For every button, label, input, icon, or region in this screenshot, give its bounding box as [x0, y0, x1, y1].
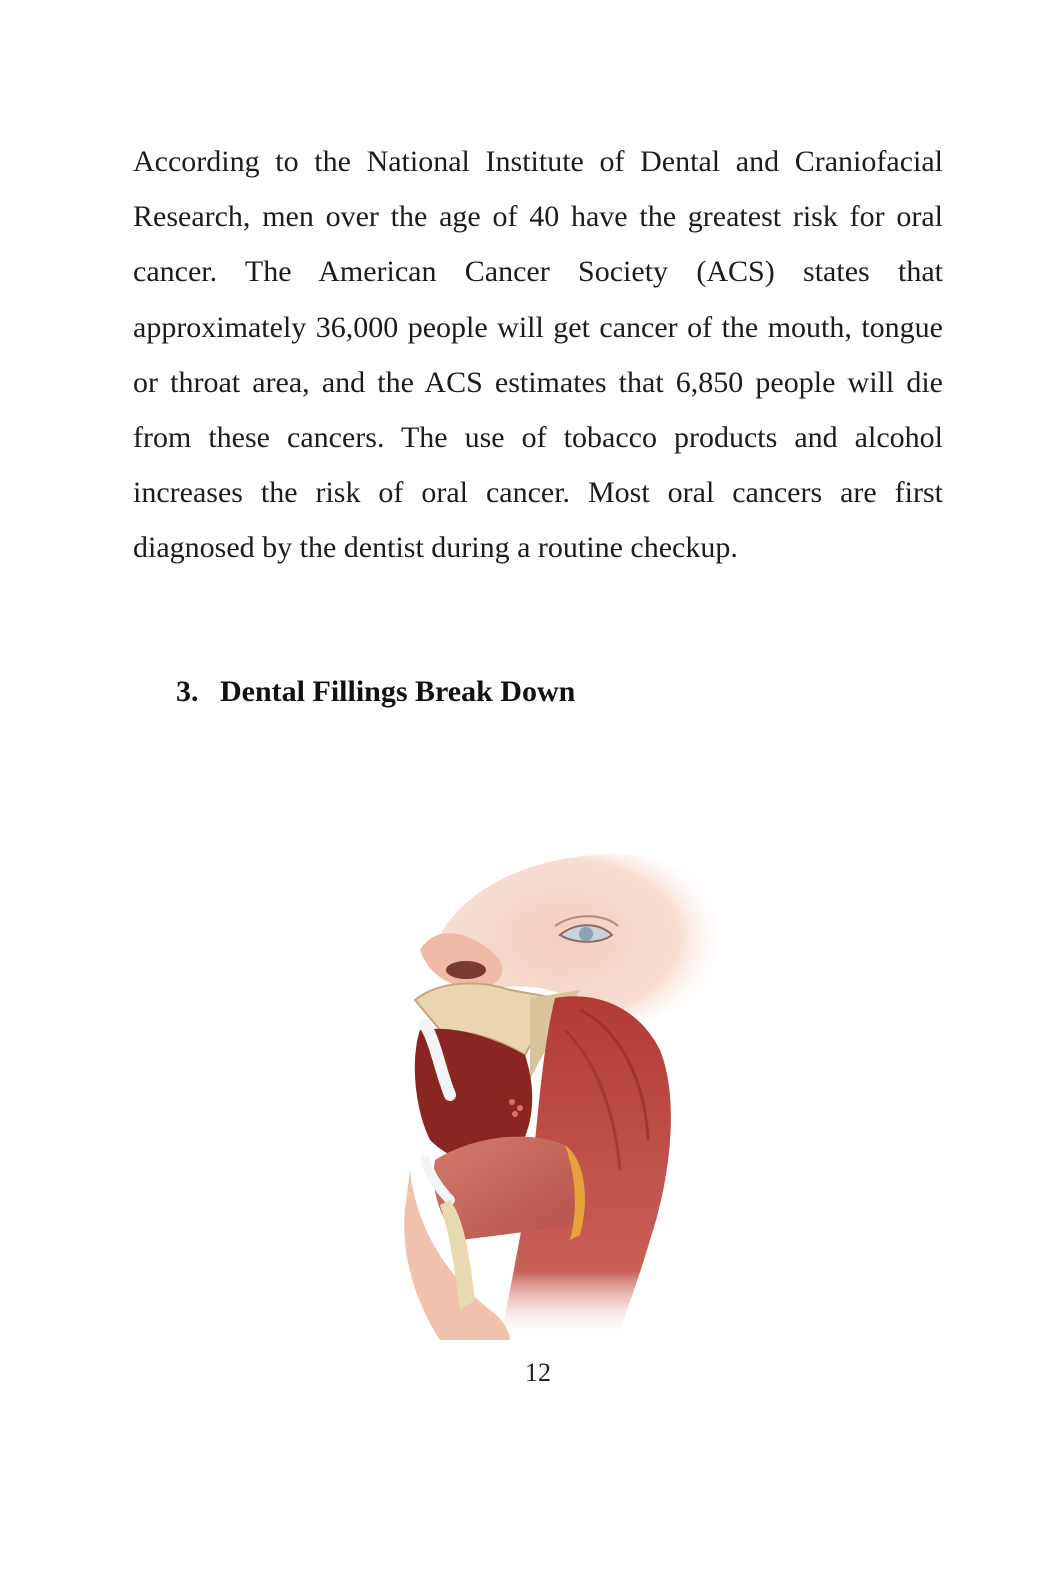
section-title: Dental Fillings Break Down [220, 675, 576, 708]
section-number: 3. [176, 675, 199, 708]
oral-cavity-illustration [380, 840, 720, 1340]
page-number: 12 [525, 1358, 551, 1387]
body-paragraph: According to the National Institute of Dental and Craniofacial Research, men over the age of 40 have the greatest risk for oral cancer. The American Cancer Society (ACS) states that approximately 36,000 people will get cancer of the mouth, tongue or throat area, and the ACS estimates that 6,850 people will die from these cancers. The use of tobacco products and alcohol increases the risk of oral cancer. Most oral cancers are first diagnosed by the dentist during a routine checkup. [133, 145, 943, 565]
section-heading [176, 672, 575, 712]
